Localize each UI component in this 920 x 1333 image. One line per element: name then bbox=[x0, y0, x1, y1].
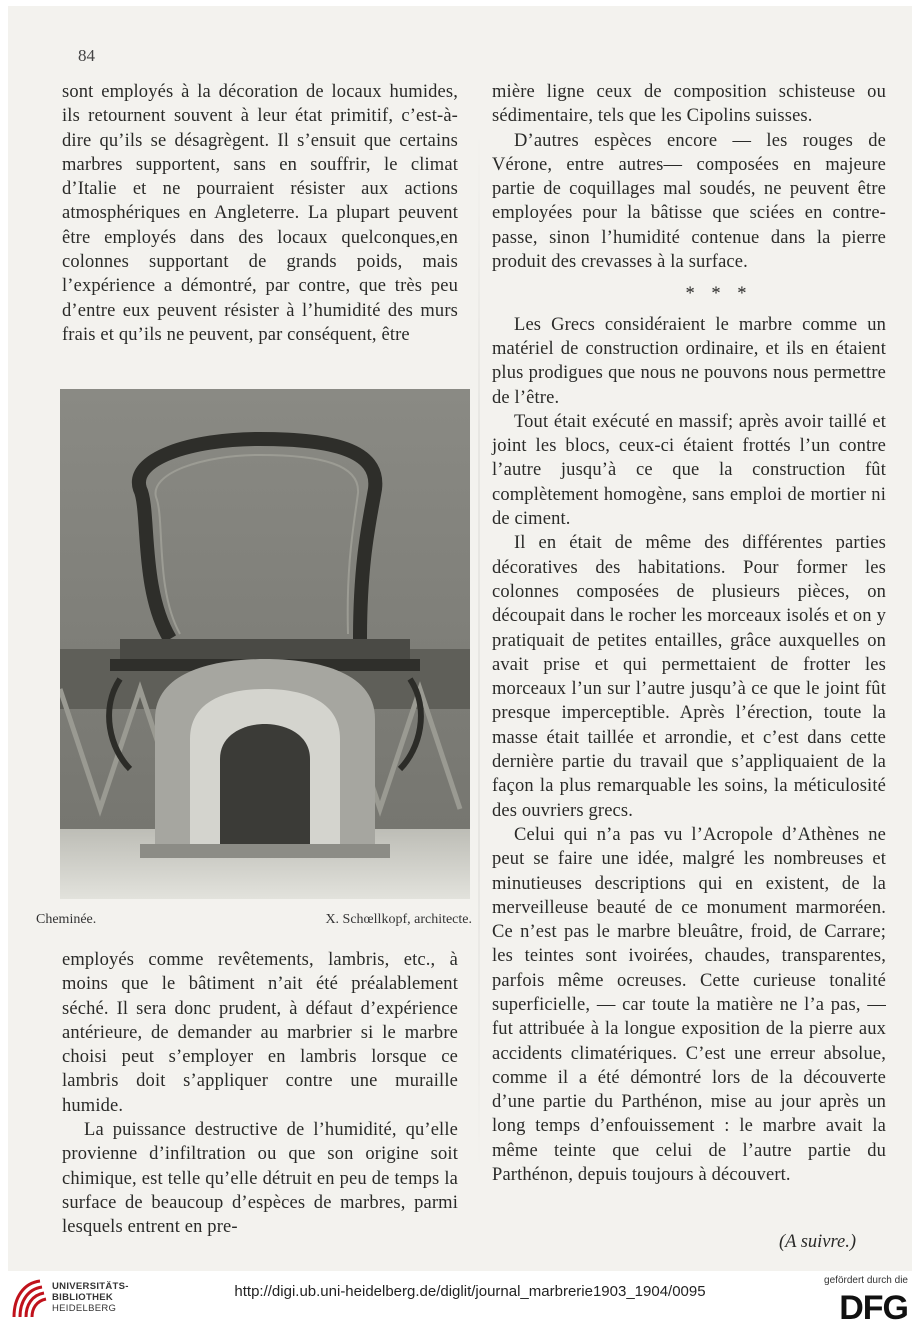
caption-credit: X. Schœllkopf, architecte. bbox=[325, 912, 472, 927]
paragraph: Il en était de même des différentes parties décoratives des habitations. Pour former les colonnes composées de plusieurs pièces, on découpait dans le rocher les morceaux isolés et on y pratiquait de petites entailles, grâce auxquelles on avait prise et qui permettaient de frotter les morceaux l’un sur l’autre jusqu’à ce que le joint fût presque imperceptible. Après l’érection, toute la masse était taillée et arrondie, et c’est dans cette dernière partie du travail que s’appliquaient de la façon la plus remarquable les soins, la méticulosité des ouvriers grecs. bbox=[492, 533, 886, 821]
caption-title: Cheminée. bbox=[36, 912, 97, 927]
paragraph: sont employés à la décoration de locaux humides, ils retournent souvent à leur état primitif, c’est-à-dire qu’ils se désagrègent. Il s’ensuit que certains marbres supportent, sans en souffrir, le climat d’Italie et ne pourraient résister aux actions atmosphériques en Angleterre. La plupart peuvent être employés dans des locaux quelconques,en colonnes supportant de grands poids, mais l’expérience a démontré, par contre, que très peu d’entre eux peuvent résister à l’humidité des murs frais et qu’ils ne peuvent, par conséquent, être bbox=[62, 82, 458, 345]
right-column-top bbox=[492, 80, 886, 1187]
footer-bar bbox=[0, 1271, 920, 1333]
continuation-note: (A suivre.) bbox=[778, 1232, 856, 1252]
paragraph: La puissance destructive de l’humidité, qu’elle provienne d’infiltration ou que son origine soit chimique, est telle qu’elle détruit en peu de temps la surface de beaucoup d’espèces de marbres, parmi lesquels entrent en pre- bbox=[62, 1120, 458, 1238]
section-separator: * * * bbox=[685, 284, 753, 305]
funded-by-label: gefördert durch die bbox=[824, 1275, 908, 1286]
gutter-shadow bbox=[478, 126, 480, 1176]
page-number: 84 bbox=[78, 46, 95, 65]
left-column-top bbox=[62, 80, 458, 347]
library-line-2: BIBLIOTHEK bbox=[52, 1292, 114, 1303]
scanned-page bbox=[8, 6, 912, 1271]
paragraph: Tout était exécuté en massif; après avoir taillé et joint les blocs, ceux-ci étaient frottés l’un contre l’autre jusqu’à ce que la construction fût complètement homogène, sans emploi de mortier ni de ciment. bbox=[492, 411, 886, 530]
source-url-link[interactable]: http://digi.ub.uni-heidelberg.de/diglit/journal_marbrerie1903_1904/0095 bbox=[234, 1283, 706, 1300]
dfg-logo: DFG bbox=[839, 1289, 908, 1327]
paragraph: mière ligne ceux de composition schisteuse ou sédimentaire, tels que les Cipolins suisses. bbox=[492, 82, 886, 127]
library-line-3: HEIDELBERG bbox=[52, 1303, 117, 1314]
library-line-1: UNIVERSITÄTS- bbox=[52, 1281, 129, 1292]
paragraph: Les Grecs considéraient le marbre comme un matériel de construction ordinaire, et ils en étaient plus prodigues que nous ne pouvons nous permettre de l’être. bbox=[492, 314, 886, 408]
fireplace-photo bbox=[60, 389, 470, 899]
paragraph: employés comme revêtements, lambris, etc., à moins que le bâtiment n’ait été préalablement séché. Il sera donc prudent, à défaut d’expérience antérieure, de demander au marbrier si le marbre choisi peut s’employer en lambris lorsque ce lambris doit s’appliquer contre une muraille humide. bbox=[62, 950, 458, 1116]
paragraph: Celui qui n’a pas vu l’Acropole d’Athènes ne peut se faire une idée, malgré les nombreuses et minutieuses descriptions qui en existent, de la merveilleuse beauté de ce monument marmoréen. Ce n’est pas le marbre bleuâtre, froid, de Carrare; les teintes sont ivoirées, chaudes, transparentes, parfois même ocreuses. Cette curieuse tonalité superficielle, — car toute la matière ne l’a pas, — fut attribuée à la longue exposition de la pierre aux accidents climatériques. C’est une erreur absolue, comme il a été démontré lors de la découverte d’une partie du Parthénon, mise au jour après un long temps d’enfouissement : le marbre avait la même teinte que celui de l’autre partie du Parthénon, depuis toujours à découvert. bbox=[492, 824, 886, 1186]
paragraph: D’autres espèces encore — les rouges de Vérone, entre autres— composées en majeure partie de coquillages mal soudés, ne peuvent être employées pour la bâtisse que sciées en contre-passe, sinon l’humidité contenue dans la pierre produit des crevasses à la surface. bbox=[492, 130, 886, 273]
left-column-bottom bbox=[62, 948, 458, 1240]
